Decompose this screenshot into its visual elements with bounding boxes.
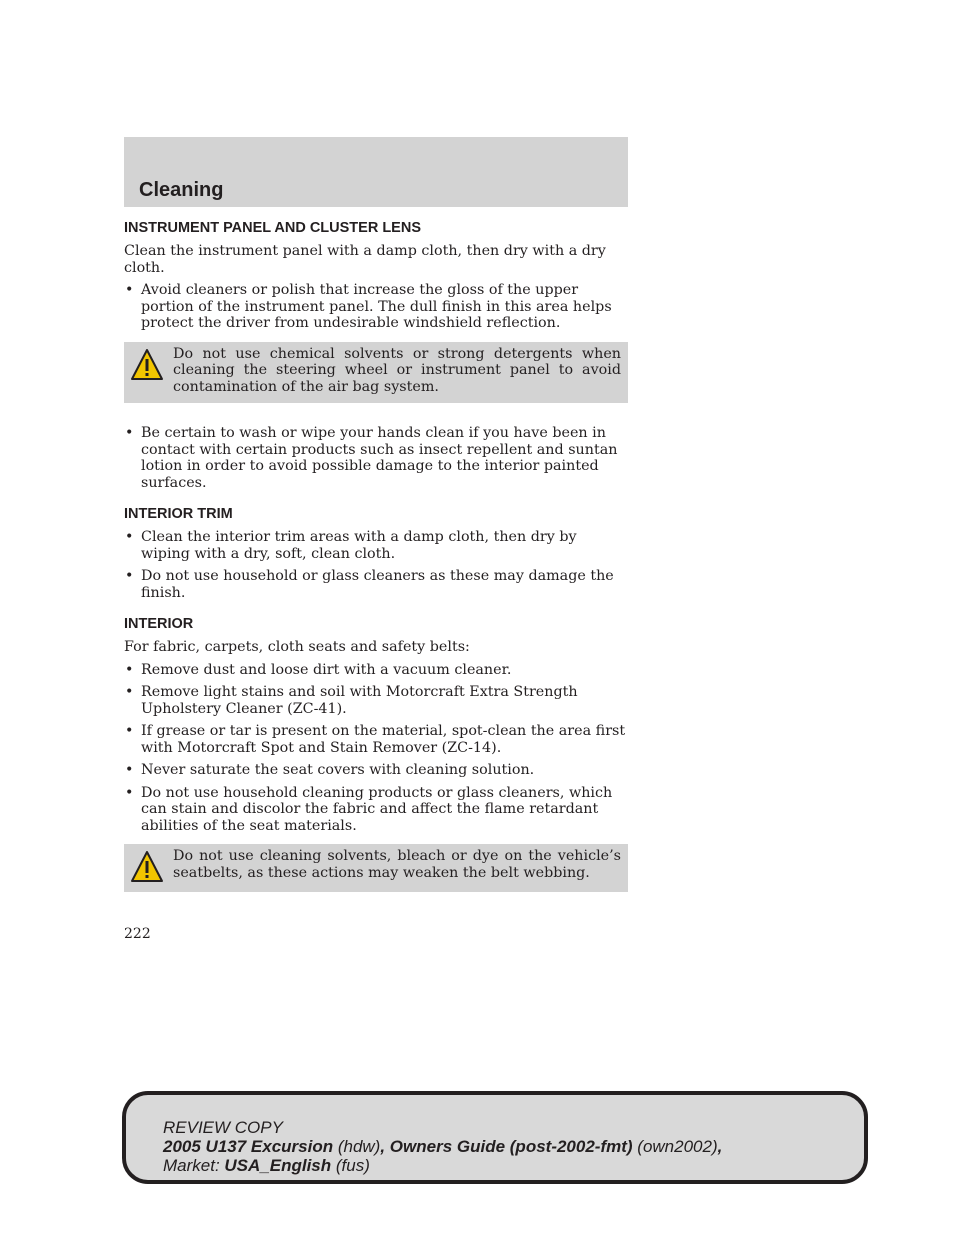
list-item <box>124 723 628 756</box>
warning-box-seatbelts <box>124 844 628 892</box>
separator: , <box>380 1137 390 1156</box>
list-item <box>124 425 628 491</box>
warning-box-airbag <box>124 342 628 404</box>
model-name: 2005 U137 Excursion <box>163 1137 334 1156</box>
bullet-dot: • <box>125 723 134 739</box>
guide-code: (own2002) <box>632 1137 718 1156</box>
warning-triangle-icon <box>130 850 164 884</box>
bullet-dot: • <box>125 784 134 801</box>
list-item <box>124 662 628 679</box>
list-item-text: Never saturate the seat covers with cleaning solution. <box>141 762 535 778</box>
list-item <box>124 529 628 562</box>
separator: , <box>717 1137 723 1156</box>
footer-market-line <box>163 1156 722 1175</box>
bullet-dot: • <box>125 568 134 584</box>
list-item <box>124 684 628 717</box>
bullet-dot: • <box>125 661 134 678</box>
review-label: REVIEW COPY <box>163 1118 283 1137</box>
warning-triangle-icon <box>130 348 164 382</box>
bullet-dot: • <box>125 282 134 298</box>
warning-text: Do not use cleaning solvents, bleach or dye on the vehicle’s seatbelts, as these actions may weaken the belt webbing. <box>173 848 621 881</box>
page-content <box>124 219 628 914</box>
list-item-text: Remove light stains and soil with Motorcraft Extra Strength Upholstery Cleaner (ZC-41). <box>141 684 578 717</box>
list-item-text: Do not use household cleaning products or glass cleaners, which can stain and discolor the fabric and affect the flame retardant abilities of the seat materials. <box>141 784 613 834</box>
list-item-text: Avoid cleaners or polish that increase the gloss of the upper portion of the instrument panel. The dull finish in this area helps protect the driver from undesirable windshield reflection. <box>141 282 612 331</box>
heading-instrument-panel: INSTRUMENT PANEL AND CLUSTER LENS <box>124 220 421 236</box>
bullet-dot: • <box>125 684 134 700</box>
list-item <box>124 568 628 601</box>
instrument-intro: Clean the instrument panel with a damp cloth, then dry with a dry cloth. <box>124 243 606 276</box>
market-label: Market: <box>163 1156 225 1175</box>
list-item-text: Do not use household or glass cleaners as these may damage the finish. <box>141 568 614 601</box>
trim-bullets <box>124 529 628 601</box>
interior-intro: For fabric, carpets, cloth seats and safety belts: <box>124 639 470 655</box>
review-footer <box>122 1091 868 1184</box>
model-code: (hdw) <box>333 1137 381 1156</box>
guide-name: Owners Guide (post-2002-fmt) <box>389 1137 633 1156</box>
list-item <box>124 762 628 779</box>
list-item-text: If grease or tar is present on the material, spot-clean the area first with Motorcraft Spot and Stain Remover (ZC-14). <box>141 723 626 756</box>
interior-bullets <box>124 662 628 835</box>
hands-bullets <box>124 425 628 491</box>
list-item <box>124 282 628 332</box>
list-item-text: Remove dust and loose dirt with a vacuum cleaner. <box>141 661 512 678</box>
instrument-bullets <box>124 282 628 332</box>
list-item-text: Clean the interior trim areas with a damp cloth, then dry by wiping with a dry, soft, clean cloth. <box>141 529 577 562</box>
list-item-text: Be certain to wash or wipe your hands clean if you have been in contact with certain products such as insect repellent and suntan lotion in order to avoid possible damage to the interior painted surfaces. <box>141 425 618 491</box>
footer-model-line <box>163 1137 722 1156</box>
bullet-dot: • <box>125 762 134 778</box>
list-item <box>124 785 628 835</box>
heading-interior-trim: INTERIOR TRIM <box>124 506 233 522</box>
market-value: USA_English <box>224 1156 332 1175</box>
market-code: (fus) <box>331 1156 370 1175</box>
page-title: Cleaning <box>139 179 224 201</box>
warning-text: Do not use chemical solvents or strong detergents when cleaning the steering wheel or instrument panel to avoid contamination of the air bag system. <box>173 345 621 395</box>
bullet-dot: • <box>125 529 134 545</box>
page-number: 222 <box>124 926 151 942</box>
bullet-dot: • <box>125 425 134 441</box>
section-header-band <box>124 137 628 207</box>
heading-interior: INTERIOR <box>124 616 194 632</box>
